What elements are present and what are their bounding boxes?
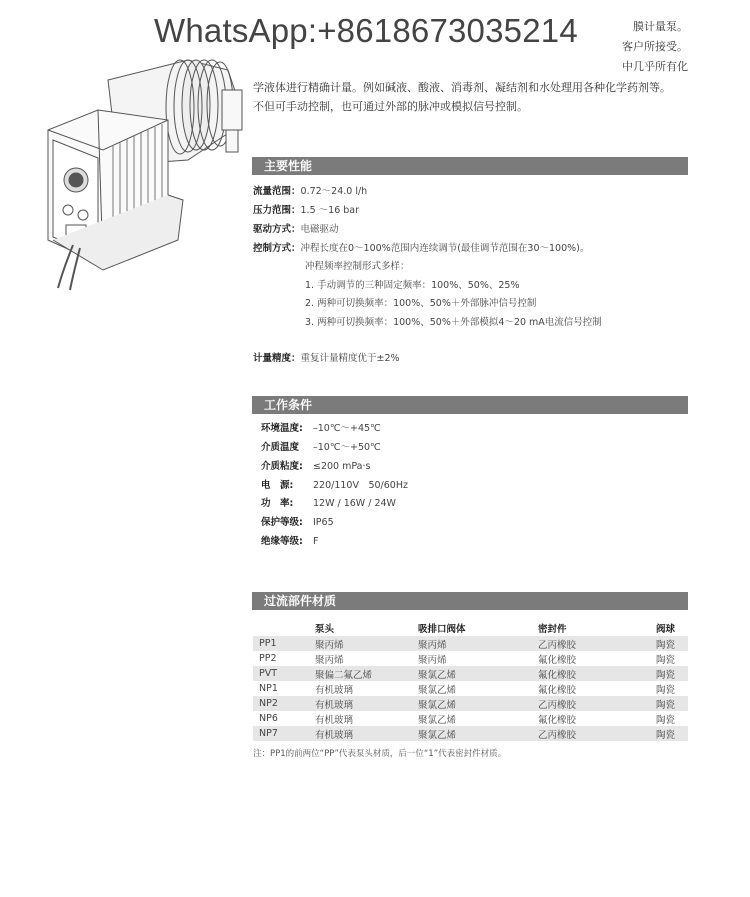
col-header-pump-head: 泵头 (315, 624, 335, 635)
cell-model: NP2 (253, 696, 315, 711)
intro-line-4: 学液体进行精确计量。例如碱液、酸液、消毒剂、凝结剂和水处理用各种化学药剂等。 (253, 81, 671, 94)
cell-valve-body: 聚氯乙烯 (418, 666, 538, 681)
condition-row: 功 率: 12W / 16W / 24W (261, 498, 396, 509)
cell-pump-head: 有机玻璃 (315, 684, 354, 696)
control-item-1: 1. 手动调节的三种固定频率：100%、50%、25% (305, 280, 520, 291)
cell-valve-body: 聚氯乙烯 (418, 714, 457, 726)
materials-footnote: 注：PP1的前两位“PP”代表泵头材质，后一位“1”代表密封件材质。 (253, 749, 507, 759)
cell-seal: 氟化橡胶 (538, 666, 656, 681)
cell-valve-ball: 陶瓷 (656, 654, 676, 666)
cell-valve-ball: 陶瓷 (656, 726, 688, 741)
conditions-section-header: 工作条件 (252, 396, 688, 414)
cell-valve-body: 聚丙烯 (418, 654, 447, 666)
control-sub-heading: 冲程频率控制形式多样： (305, 261, 410, 272)
performance-section-header: 主要性能 (252, 157, 688, 175)
cell-seal: 乙丙橡胶 (538, 726, 656, 741)
cell-valve-body: 聚氯乙烯 (418, 726, 538, 741)
materials-table (253, 620, 688, 741)
cell-valve-ball: 陶瓷 (656, 684, 676, 696)
cell-model: NP1 (259, 683, 278, 694)
col-header-seal: 密封件 (538, 624, 567, 635)
whatsapp-watermark: WhatsApp:+8618673035214 (150, 12, 582, 50)
control-item-3: 3. 两种可切换频率：100%、50%＋外部模拟4～20 mA电流信号控制 (305, 317, 602, 328)
condition-row: 环境温度: –10℃～+45℃ (261, 423, 381, 434)
condition-row: 绝缘等级: F (261, 536, 319, 547)
cell-pump-head: 有机玻璃 (315, 696, 418, 711)
condition-row: 介质温度 –10℃～+50℃ (261, 442, 381, 453)
cell-seal: 乙丙橡胶 (538, 696, 656, 711)
cell-seal: 氟化橡胶 (538, 684, 577, 696)
table-row (253, 696, 688, 711)
materials-section-header: 过流部件材质 (252, 592, 688, 610)
table-row (253, 711, 688, 726)
cell-valve-ball: 陶瓷 (656, 714, 676, 726)
table-row (253, 726, 688, 741)
condition-row: 保护等级: IP65 (261, 517, 334, 528)
cell-valve-body: 聚氯乙烯 (418, 696, 538, 711)
cell-valve-ball: 陶瓷 (656, 636, 688, 651)
cell-seal: 乙丙橡胶 (538, 636, 656, 651)
cell-valve-body: 聚氯乙烯 (418, 684, 457, 696)
cell-pump-head: 聚丙烯 (315, 654, 344, 666)
cell-model: PP2 (259, 653, 277, 664)
cell-valve-ball: 陶瓷 (656, 696, 688, 711)
condition-row: 介质粘度: ≤200 mPa·s (261, 461, 371, 472)
condition-row: 电 源: 220/110V 50/60Hz (261, 480, 408, 491)
intro-line-5: 不但可手动控制，也可通过外部的脉冲或模拟信号控制。 (253, 100, 528, 113)
cell-pump-head: 有机玻璃 (315, 714, 354, 726)
col-header-valve-ball: 阀球 (656, 624, 676, 635)
cell-model: PP1 (253, 636, 315, 651)
metering-pump-icon (18, 30, 250, 292)
pressure-range-row: 压力范围：1.5 ～16 bar (253, 205, 360, 216)
cell-valve-body: 聚丙烯 (418, 636, 538, 651)
intro-line-3: 中几乎所有化 (622, 60, 688, 73)
cell-seal: 氟化橡胶 (538, 714, 577, 726)
table-row (253, 636, 688, 651)
table-header-row (253, 620, 688, 636)
cell-pump-head: 聚偏二氟乙烯 (315, 666, 418, 681)
accuracy-row: 计量精度：重复计量精度优于±2% (253, 353, 400, 364)
table-row (253, 666, 688, 681)
control-item-2: 2. 两种可切换频率：100%、50%＋外部脉冲信号控制 (305, 298, 537, 309)
col-header-model (253, 620, 315, 636)
col-header-valve-body: 吸排口阀体 (418, 624, 466, 635)
flow-range-row: 流量范围：0.72～24.0 l/h (253, 186, 368, 197)
control-mode-row: 控制方式：冲程长度在0～100%范围内连续调节(最佳调节范围在30～100%)。 (253, 243, 590, 254)
intro-line-1: 膜计量泵。 (633, 20, 688, 33)
cell-model: NP6 (259, 713, 278, 724)
table-row (253, 681, 688, 696)
cell-pump-head: 聚丙烯 (315, 636, 418, 651)
intro-line-2: 客户所接受。 (622, 40, 688, 53)
cell-pump-head: 有机玻璃 (315, 726, 418, 741)
cell-model: PVT (253, 666, 315, 681)
cell-valve-ball: 陶瓷 (656, 666, 688, 681)
drive-mode-row: 驱动方式：电磁驱动 (253, 224, 339, 235)
table-row (253, 651, 688, 666)
cell-model: NP7 (253, 726, 315, 741)
cell-seal: 氟化橡胶 (538, 654, 577, 666)
